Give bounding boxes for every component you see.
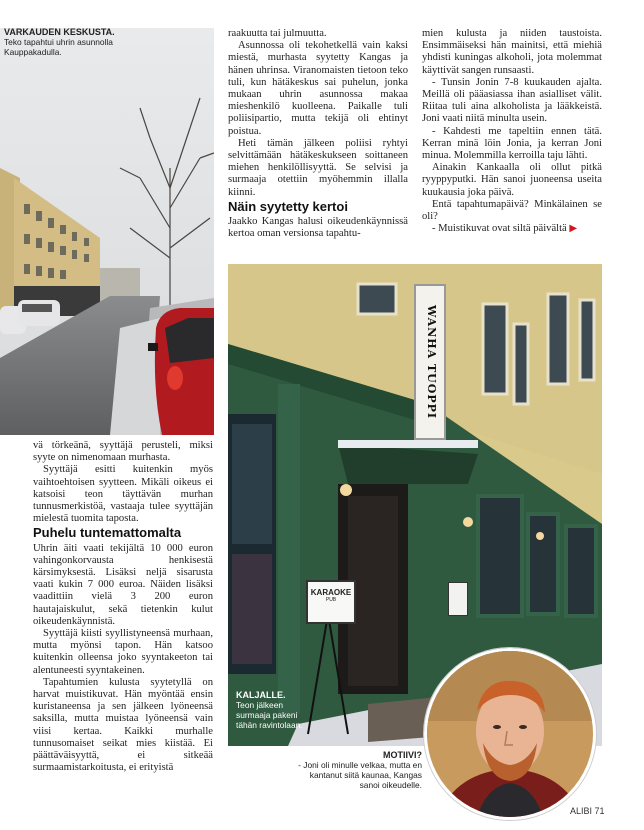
karaoke-small-text: PUB <box>325 597 337 603</box>
paragraph: Syyttäjä esitti kuitenkin myös vaihtoehtoisen syytteen. Mikäli oikeus ei katsoisi teon täyttävän murhan tunnusmerkistöä, vastaaja tulee syyttäjän mielestä tuomita taposta. <box>33 464 213 525</box>
article-column-3 <box>422 28 602 235</box>
sign-text: WANHA TUOPPI <box>425 304 438 420</box>
caption-text: - Joni oli minulle velkaa, mutta en kantanut siitä kaunaa, Kangas sanoi oikeudelle. <box>298 760 422 790</box>
caption-title: MOTIIVI? <box>383 750 422 760</box>
paragraph: Jaakko Kangas halusi oikeudenkäynnissä kertoa oman versionsa tapahtu- <box>228 216 408 240</box>
paragraph: - Tunsin Jonin 7-8 kuukauden ajalta. Meillä oli pääasiassa ihan asialliset välit. Riitaa tuli aina alkoholista ja lääkkeistä. Joni vaati niitä minulta usein. <box>422 76 602 125</box>
restaurant-photo-caption <box>236 690 316 730</box>
paragraph: Heti tämän jälkeen poliisi ryhtyi selvittämään hätäkeskukseen soittaneen miehen henkilöllisyyttä. Se selvisi ja surmaaja otettiin myöhemmin illalla kiinni. <box>228 137 408 198</box>
caption-title: VARKAUDEN KESKUSTA. <box>4 27 115 37</box>
street-photo-caption <box>4 27 164 57</box>
caption-text: Teko tapahtui uhrin asunnolla Kauppakadulla. <box>4 37 113 57</box>
portrait-caption <box>296 750 422 790</box>
continue-arrow-icon: ▶ <box>569 223 578 235</box>
paragraph-text: - Muistikuvat ovat siltä päivältä <box>432 223 567 235</box>
paragraph: Ainakin Kankaalla oli ollut pitkä ryyppyputki. Hän sanoi juoneensa useita kuukausia joka päivä. <box>422 162 602 198</box>
karaoke-sign <box>306 580 356 624</box>
article-column-2 <box>228 28 408 240</box>
article-column-1 <box>33 440 213 774</box>
caption-text: Teon jälkeen surmaaja pakeni tähän ravintolaan. <box>236 700 303 730</box>
subheading: Puhelu tuntemattomalta <box>33 525 182 541</box>
paragraph: Uhrin äiti vaati tekijältä 10 000 euron vahingonkorvausta henkisestä kärsimyksestä. Lisäksi neljä sisarusta vaati kukin 7 000 euroa. Näiden lisäksi vaadittiin vielä 3 200 euron hautajaiskulut, sekä tietenkin kulut oikeudenkäynnistä. <box>33 542 213 627</box>
side-sign <box>448 582 468 616</box>
paragraph <box>422 223 602 235</box>
paragraph: raakuutta tai julmuutta. <box>228 28 327 39</box>
street-photo <box>0 28 214 435</box>
karaoke-text: KARAOKE <box>310 588 352 597</box>
paragraph: Entä tapahtumapäivä? Minkälainen se oli? <box>422 198 602 223</box>
defendant-portrait <box>424 648 596 820</box>
restaurant-name-sign <box>414 284 446 440</box>
paragraph: vä törkeänä, syyttäjä perusteli, miksi syyte on nimenomaan murhasta. <box>33 440 213 464</box>
caption-title: KALJALLE. <box>236 690 286 700</box>
paragraph: Tapahtumien kulusta syytetyllä on harvat muistikuvat. Hän myöntää ensin kuristaneensa ja sen jälkeen lyöneensä saksilla, mutta muistaa lyöneensä vain viisi kertaa. Kaikki murhalle tunnusomaiset seikat mies kiistää. Ei päättäväisyyttä, ei sitkeää surmaamistarkoitusta, ei erityistä <box>33 676 213 774</box>
page-folio: ALIBI 71 <box>570 806 605 816</box>
paragraph: mien kulusta ja niiden taustoista. Ensimmäiseksi hän mainitsi, että miehiä yhdisti kuningas alkoholi, jota molemmat käyttivät sangen runsaasti. <box>422 28 602 76</box>
paragraph: Asunnossa oli tekohetkellä vain kaksi miestä, murhasta syytetty Kangas ja hänen uhrinsa. Viranomaisten tietoon teko tuli, kun hätäkeskus sai puhelun, jonka mukaan uhrin asunnossa makaa mieshenkilö kuolleena. Paikalle tuli poliisipartio, mutta tekijä oli ehtinyt poistua. <box>228 40 408 137</box>
subheading: Näin syytetty kertoi <box>228 198 348 214</box>
paragraph: Syyttäjä kiisti syyllistyneensä murhaan, mutta myönsi tapon. Hän katsoo kuitenkin olleensa joko syyntakeeton tai alentuneesti syyntakeinen. <box>33 628 213 676</box>
paragraph: - Kahdesti me tapeltiin ennen tätä. Kerran minä löin Jonia, ja kerran Joni minua. Molemmilla kerroilla taju lähti. <box>422 125 602 162</box>
